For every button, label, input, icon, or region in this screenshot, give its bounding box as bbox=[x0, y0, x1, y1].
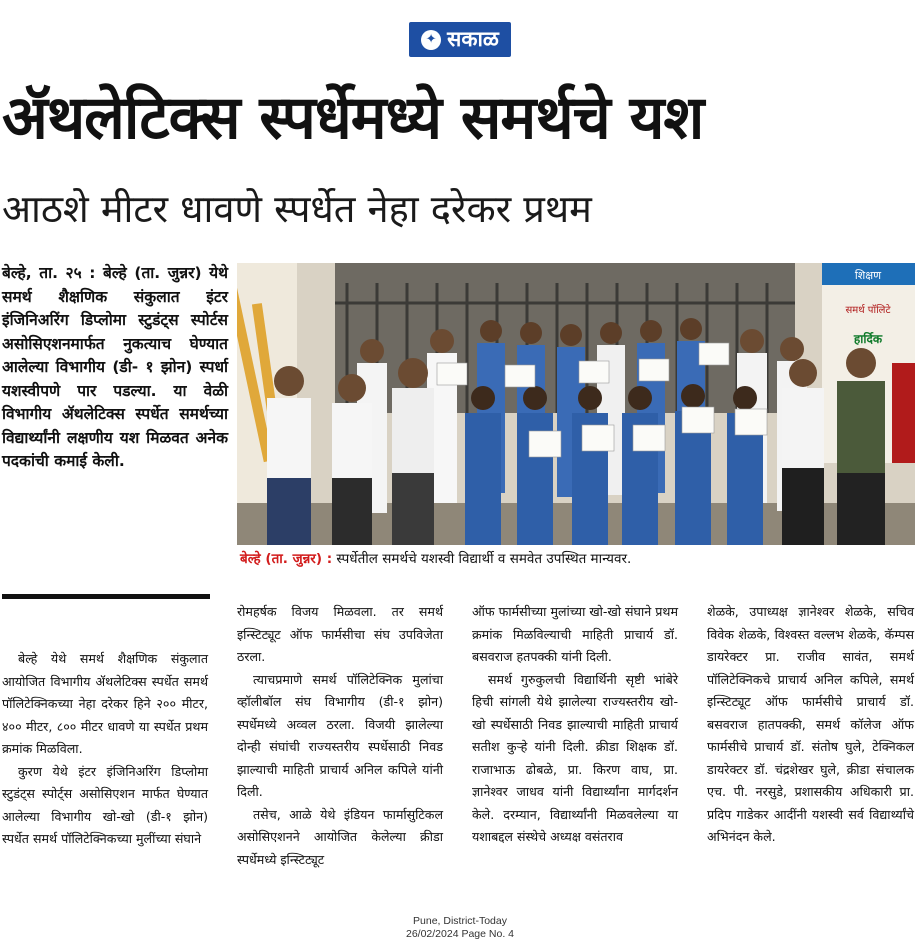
logo-text: सकाळ bbox=[447, 27, 499, 51]
banner-low-text: हार्दिक bbox=[853, 332, 883, 346]
article-column-3 bbox=[472, 601, 678, 849]
banner-top-text: शिक्षण bbox=[854, 269, 882, 282]
caption-place: बेल्हे (ता. जुन्नर) : bbox=[240, 551, 333, 567]
logo-emblem-icon: ✦ bbox=[421, 30, 441, 50]
paragraph: बेल्हे येथे समर्थ शैक्षणिक संकुलात आयोजित विभागीय ॲथलेटिक्स स्पर्धेत समर्थ पॉलिटेक्निकच्या नेहा दरेकर हिने २०० मीटर, ४०० मीटर, ८०० मीटर धावणे या स्पर्धेत प्रथम क्रमांक मिळविला. bbox=[2, 651, 208, 756]
footer-edition: Pune, District-Today bbox=[413, 915, 507, 927]
article-column-1 bbox=[2, 648, 208, 851]
paragraph: तसेच, आळे येथे इंडियन फार्मासुटिकल असोसिएशनने आयोजित केलेल्या क्रीडा स्पर्धेमध्ये इन्स्टिट्यूट bbox=[237, 806, 443, 867]
subheadline: आठशे मीटर धावणे स्पर्धेत नेहा दरेकर प्रथम bbox=[2, 187, 592, 231]
paragraph: रोमहर्षक विजय मिळवला. तर समर्थ इन्स्टिट्यूट ऑफ फार्मसीचा संघ उपविजेता ठरला. bbox=[237, 604, 443, 664]
article-column-2 bbox=[237, 601, 443, 871]
article-column-4 bbox=[707, 601, 914, 849]
lead-divider bbox=[2, 594, 210, 599]
banner-mid-text: समर्थ पॉलिटे bbox=[845, 305, 891, 316]
newspaper-logo bbox=[409, 22, 511, 57]
paragraph: समर्थ गुरुकुलची विद्यार्थिनी सृष्टी भांबेरे हिची सांगली येथे झालेल्या राज्यस्तरीय खो-खो स्पर्धेसाठी निवड झाल्याची माहिती प्राचार्य सतीश कुऱ्हे यांनी दिली. क्रीडा शिक्षक डॉ. राजाभाऊ ढोबळे, प्रा. किरण वाघ, प्रा. ज्ञानेश्वर जाधव यांनी विद्यार्थ्यांना मार्गदर्शन केले. दरम्यान, विद्यार्थ्यांनी मिळवलेल्या या यशाबद्दल संस्थेचे अध्यक्ष वसंतराव bbox=[472, 671, 678, 844]
paragraph: शेळके, उपाध्यक्ष ज्ञानेश्वर शेळके, सचिव विवेक शेळके, विश्वस्त वल्लभ शेळके, कॅम्पस डायरेक्टर प्रा. राजीव सावंत, समर्थ पॉलिटेक्निकचे प्राचार्य अनिल कपिले, समर्थ इन्स्टिट्यूट ऑफ फार्मसीचे प्राचार्य डॉ. बसवराज हातपक्की, समर्थ कॉलेज ऑफ फार्मसीचे प्राचार्य डॉ. संतोष घुले, टेक्निकल डायरेक्टर डॉ. चंद्रशेखर घुले, क्रीडा संचालक एच. पी. नरसुडे, प्रशासकीय अधिकारी प्रा. प्रदिप गाडेकर आदींनी यशस्वी सर्व विद्यार्थ्यांचे अभिनंदन केले. bbox=[707, 604, 914, 844]
page-footer bbox=[0, 915, 920, 941]
lead-paragraph: बेल्हे, ता. २५ : बेल्हे (ता. जुन्नर) येथे समर्थ शैक्षणिक संकुलात इंटर इंजिनिअरिंग डिप्लोमा स्टुडंट्स स्पोर्टस असोसिएशनमार्फत नुकत्याच घेण्यात आलेल्या विभागीय (डी- १ झोन) स्पर्धा यशस्वीपणे पार पडल्या. या वेळी विभागीय ॲथलेटिक्स स्पर्धेत समर्थच्या विद्यार्थ्यांनी लक्षणीय यश मिळवत अनेक पदकांची कमाई केली. bbox=[2, 264, 228, 470]
paragraph: ऑफ फार्मसीच्या मुलांच्या खो-खो संघाने प्रथम क्रमांक मिळविल्याची माहिती प्राचार्य डॉ. बसवराज हतपक्की यांनी दिली. bbox=[472, 604, 678, 664]
footer-date-page: 26/02/2024 Page No. 4 bbox=[405, 928, 514, 940]
group-photo bbox=[237, 263, 915, 545]
caption-text: स्पर्धेतील समर्थचे यशस्वी विद्यार्थी व समवेत उपस्थित मान्यवर. bbox=[336, 551, 632, 567]
paragraph: त्याचप्रमाणे समर्थ पॉलिटेक्निक मुलांचा व्हॉलीबॉल संघ विभागीय (डी-१ झोन) स्पर्धेमध्ये अव्वल ठरला. विजयी झालेल्या दोन्ही संघांची राज्यस्तरीय स्पर्धेसाठी निवड झाल्याची माहिती प्राचार्य अनिल कपिले यांनी दिली. bbox=[237, 671, 443, 799]
headline: ॲथलेटिक्स स्पर्धेमध्ये समर्थचे यश bbox=[2, 83, 704, 153]
group-photo-illustration bbox=[237, 263, 915, 545]
photo-caption bbox=[240, 549, 920, 567]
paragraph: कुरण येथे इंटर इंजिनिअरिंग डिप्लोमा स्टुडंट्स स्पोर्ट्स असोसिएशन मार्फत घेण्यात आलेल्या विभागीय खो-खो (डी-१ झोन) स्पर्धेत समर्थ पॉलिटेक्निकच्या मुलींच्या संघाने bbox=[2, 763, 208, 846]
